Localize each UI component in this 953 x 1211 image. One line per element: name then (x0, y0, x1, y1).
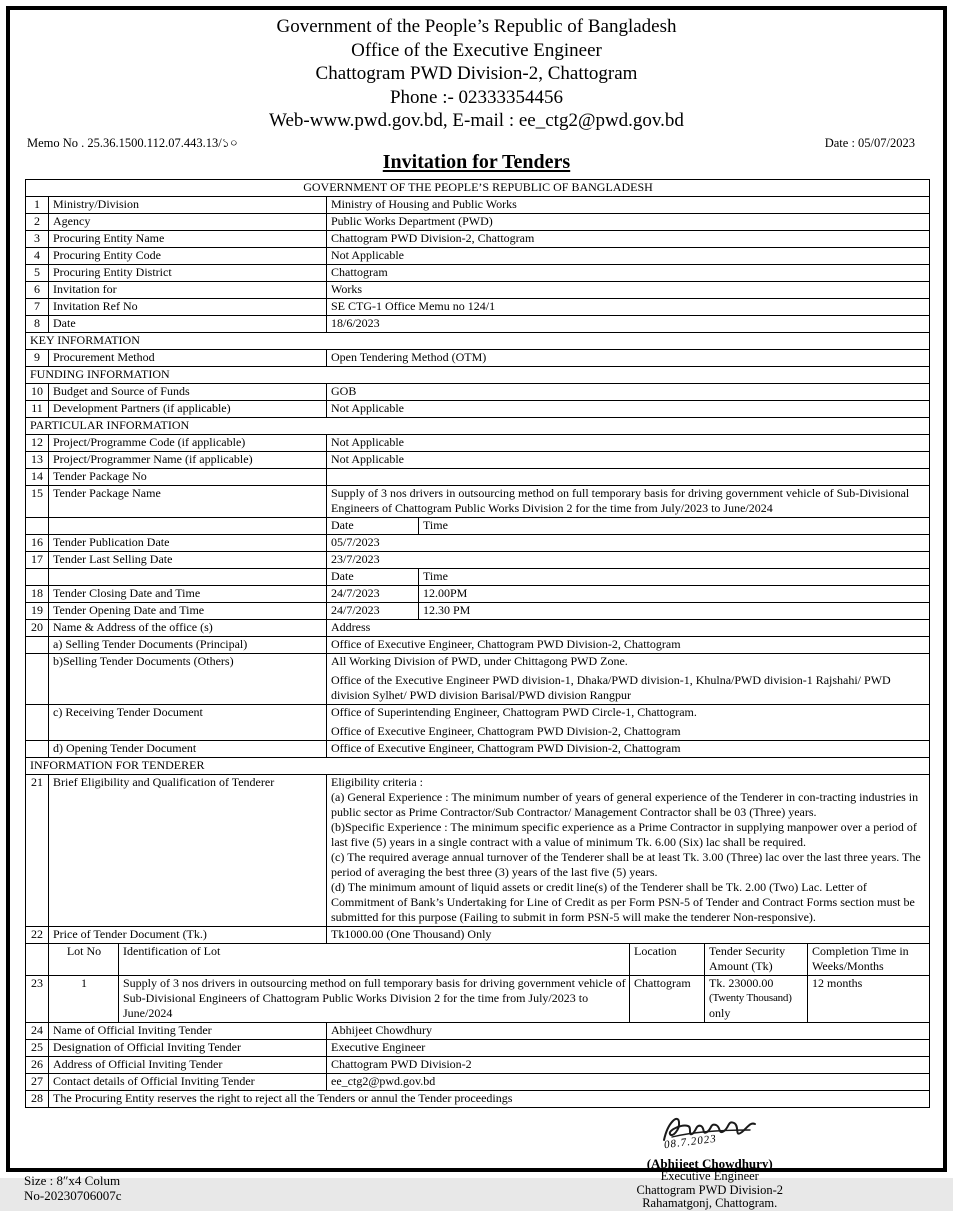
section-label: PARTICULAR INFORMATION (30, 417, 190, 432)
row-invitation-for (26, 281, 929, 298)
time-column-header: Time (418, 569, 929, 585)
row-label: Agency (48, 214, 326, 230)
lot-header-row (26, 943, 929, 975)
lot-completion-value: 12 months (807, 976, 929, 1022)
row-no: 27 (31, 1073, 43, 1088)
row-no: 10 (31, 383, 43, 398)
row-label: Budget and Source of Funds (48, 384, 326, 400)
row-inviting-official-designation (26, 1039, 929, 1056)
row-value: Office of Executive Engineer, Chattogram PWD Division-2, Chattogram (326, 741, 929, 757)
row-value: 05/7/2023 (326, 535, 929, 551)
row-no: 11 (31, 400, 43, 415)
row-label: Development Partners (if applicable) (48, 401, 326, 417)
row-value: Tk1000.00 (One Thousand) Only (326, 927, 929, 943)
row-no: 15 (31, 485, 43, 500)
row-label: Procuring Entity District (48, 265, 326, 281)
print-size: Size : 8″x4 Colum (24, 1172, 121, 1188)
address-line: All Working Division of PWD, under Chittagong PWD Zone. (331, 653, 628, 668)
row-no (26, 741, 48, 757)
row-value: Works (326, 282, 929, 298)
row-project-code (26, 434, 929, 451)
row-label: Project/Programme Code (if applicable) (48, 435, 326, 451)
row-no (26, 518, 48, 534)
row-label: Name & Address of the office (s) (48, 620, 326, 636)
lot-identification-value: Supply of 3 nos drivers in outsourcing method on full temporary basis for driving government vehicle of Sub-Divisional Engineers of Chattogram Public Works Division 2 for the time from July/2023 to June/2024 (118, 976, 629, 1022)
date-time-header-row (26, 568, 929, 585)
print-info (24, 1173, 122, 1203)
lot-completion-header: Completion Time in Weeks/Months (807, 944, 929, 975)
row-label: Contact details of Official Inviting Tender (48, 1074, 326, 1090)
section-funding-information (26, 366, 929, 383)
row-no: 3 (34, 230, 40, 245)
lot-security-value (704, 976, 807, 1022)
row-label: Designation of Official Inviting Tender (48, 1040, 326, 1056)
row-value: 18/6/2023 (326, 316, 929, 332)
date-column-header: Date (326, 518, 418, 534)
row-no: 5 (34, 264, 40, 279)
row-label: Price of Tender Document (Tk.) (48, 927, 326, 943)
row-label: Procuring Entity Code (48, 248, 326, 264)
section-particular-information (26, 417, 929, 434)
eligibility-clause-c: (c) The required average annual turnover of the Tenderer shall be at least Tk. 3.00 (Three) lac over the last three years. The period of averaging the best three (3) years of the last five (5) years. (331, 849, 921, 879)
row-value (326, 775, 929, 926)
row-label (48, 569, 326, 585)
row-inviting-official-name (26, 1022, 929, 1039)
section-information-for-tenderer (26, 757, 929, 774)
row-invitation-ref-no (26, 298, 929, 315)
signatory-office: Chattogram PWD Division-2 (636, 1182, 783, 1197)
row-no: 4 (34, 247, 40, 262)
closing-time: 12.00PM (418, 586, 929, 602)
eligibility-clause-b: (b)Specific Experience : The minimum specific experience as a Prime Contractor in supplying manpower over a period of last five (5) years in a single contract with a value of minimum Tk. 6.00 (Six) lac shall be required. (331, 819, 917, 849)
letterhead-office-line: Office of the Executive Engineer (351, 39, 602, 61)
row-no: 7 (34, 298, 40, 313)
row-value (326, 654, 929, 704)
row-value (326, 705, 929, 740)
row-value: Public Works Department (PWD) (326, 214, 929, 230)
row-agency (26, 213, 929, 230)
tender-table (25, 179, 930, 1108)
closing-date: 24/7/2023 (326, 586, 418, 602)
date-column-header: Date (326, 569, 418, 585)
row-label: Name of Official Inviting Tender (48, 1023, 326, 1039)
row-value: Open Tendering Method (OTM) (326, 350, 929, 366)
security-amount-words: (Twenty Thousand) (709, 991, 792, 1004)
lot-location-value: Chattogram (629, 976, 704, 1022)
row-value: Executive Engineer (326, 1040, 929, 1056)
table-caption-row (26, 180, 929, 196)
row-label: Tender Publication Date (48, 535, 326, 551)
row-no: 12 (31, 434, 43, 449)
letterhead-government-line: Government of the People’s Republic of Bangladesh (276, 16, 677, 37)
row-value: ee_ctg2@pwd.gov.bd (326, 1074, 929, 1090)
row-value: Chattogram (326, 265, 929, 281)
row-office-name-address (26, 619, 929, 636)
row-label: Address of Official Inviting Tender (48, 1057, 326, 1073)
row-value: Abhijeet Chowdhury (326, 1023, 929, 1039)
below-table-area (10, 1108, 943, 1211)
row-no (26, 654, 48, 704)
row-date (26, 315, 929, 332)
row-development-partners (26, 400, 929, 417)
row-no: 23 (31, 975, 43, 990)
row-label: b)Selling Tender Documents (Others) (48, 654, 326, 704)
row-label: Ministry/Division (48, 197, 326, 213)
row-no: 14 (31, 468, 43, 483)
row-label: Tender Last Selling Date (48, 552, 326, 568)
row-no: 21 (31, 774, 43, 789)
document-date: Date : 05/07/2023 (824, 135, 915, 150)
row-label (48, 518, 326, 534)
row-procuring-entity-code (26, 247, 929, 264)
row-no: 19 (31, 602, 43, 617)
eligibility-clause-a: (a) General Experience : The minimum number of years of general experience of the Tenderer in con-tracting industries in public sector as Prime Contractor/Sub Contractor/ Management Contractor shall be 03 (Three) years. (331, 789, 919, 819)
table-caption: GOVERNMENT OF THE PEOPLE’S REPUBLIC OF BANGLADESH (303, 179, 653, 194)
section-label: FUNDING INFORMATION (30, 366, 170, 381)
section-label: INFORMATION FOR TENDERER (30, 757, 205, 772)
row-no: 28 (31, 1090, 43, 1105)
row-tender-publication-date (26, 534, 929, 551)
row-value (326, 469, 929, 485)
row-no: 20 (31, 619, 43, 634)
row-receiving-document (26, 704, 929, 740)
row-value: Supply of 3 nos drivers in outsourcing method on full temporary basis for driving government vehicle of Sub-Divisional Engineers of Chattogram Public Works Division 2 for the time from July/2023 to June/2024 (326, 486, 929, 517)
letterhead-web-email-line: Web-www.pwd.gov.bd, E-mail : ee_ctg2@pwd.gov.bd (269, 110, 684, 131)
row-project-name (26, 451, 929, 468)
row-label: Invitation Ref No (48, 299, 326, 315)
row-no: 13 (31, 451, 43, 466)
row-value: Not Applicable (326, 452, 929, 468)
row-label: Tender Opening Date and Time (48, 603, 326, 619)
row-value: Chattogram PWD Division-2, Chattogram (326, 231, 929, 247)
row-value: Not Applicable (326, 248, 929, 264)
row-label: Tender Package No (48, 469, 326, 485)
letterhead-division-line: Chattogram PWD Division-2, Chattogram (315, 63, 638, 84)
row-reserve-right (26, 1090, 929, 1107)
row-no: 17 (31, 551, 43, 566)
security-amount: Tk. 23000.00 (709, 975, 774, 990)
time-column-header: Time (418, 518, 929, 534)
row-tender-opening (26, 602, 929, 619)
row-no: 1 (34, 196, 40, 211)
row-label: Brief Eligibility and Qualification of Tenderer (48, 775, 326, 926)
row-label: d) Opening Tender Document (48, 741, 326, 757)
row-value: GOB (326, 384, 929, 400)
row-budget-source (26, 383, 929, 400)
row-label: Project/Programmer Name (if applicable) (48, 452, 326, 468)
opening-date: 24/7/2023 (326, 603, 418, 619)
row-no (26, 569, 48, 585)
row-tender-package-no (26, 468, 929, 485)
row-value: Address (326, 620, 929, 636)
row-no: 16 (31, 534, 43, 549)
lot-identification-header: Identification of Lot (118, 944, 629, 975)
row-ministry-division (26, 196, 929, 213)
row-no (26, 944, 48, 975)
letterhead (10, 10, 943, 133)
signatory-place: Rahamatgonj, Chattogram. (642, 1196, 778, 1210)
row-tender-last-selling-date (26, 551, 929, 568)
row-selling-others (26, 653, 929, 704)
row-label: Tender Closing Date and Time (48, 586, 326, 602)
row-no: 25 (31, 1039, 43, 1054)
row-procurement-method (26, 349, 929, 366)
address-line: Office of Superintending Engineer, Chattogram PWD Circle-1, Chattogram. (331, 704, 697, 719)
letterhead-phone-line: Phone :- 02333354456 (389, 86, 564, 108)
row-value: Chattogram PWD Division-2 (326, 1057, 929, 1073)
memo-number: Memo No . 25.36.1500.112.07.443.13/১০ (27, 135, 238, 150)
row-label: Procuring Entity Name (48, 231, 326, 247)
row-no: 9 (34, 349, 40, 364)
row-eligibility (26, 774, 929, 926)
date-time-header-row (26, 517, 929, 534)
row-no: 24 (31, 1022, 43, 1037)
row-no: 22 (31, 926, 43, 941)
row-label: Tender Package Name (48, 486, 326, 517)
row-label: c) Receiving Tender Document (48, 705, 326, 740)
row-selling-principal (26, 636, 929, 653)
row-no: 6 (34, 281, 40, 296)
section-key-information (26, 332, 929, 349)
opening-time: 12.30 PM (418, 603, 929, 619)
print-number: No-20230706007c (24, 1187, 122, 1203)
row-procuring-entity-name (26, 230, 929, 247)
eligibility-clause-d: (d) The minimum amount of liquid assets or credit line(s) of the Tenderer shall be Tk. 2.00 (Two) Lac. Letter of Commitment of Bank’s Undertaking for Line of Credit as per Form PSN-5 of Tender and Contract Forms section must be submitted for this purpose (Failing to submit in form PSN-5 will make the tenderer Non-responsive). (331, 879, 915, 924)
address-line: Office of Executive Engineer, Chattogram PWD Division-2, Chattogram (331, 723, 681, 738)
row-no (26, 705, 48, 740)
row-label: Invitation for (48, 282, 326, 298)
signatory-name: (Abhijeet Chowdhury) (646, 1155, 773, 1171)
page-title: Invitation for Tenders (382, 150, 571, 173)
row-opening-document (26, 740, 929, 757)
row-tender-package-name (26, 485, 929, 517)
lot-security-header: Tender Security Amount (Tk) (704, 944, 807, 975)
row-label: Procurement Method (48, 350, 326, 366)
row-value: The Procuring Entity reserves the right to reject all the Tenders or annul the Tender proceedings (48, 1091, 929, 1107)
address-line: Office of the Executive Engineer PWD division-1, Dhaka/PWD division-1, Khulna/PWD division-1 Rajshahi/ PWD division Sylhet/ PWD division Barisal/PWD division Rangpur (331, 672, 891, 702)
section-label: KEY INFORMATION (30, 332, 140, 347)
signatory-designation: Executive Engineer (660, 1169, 759, 1183)
lot-row (26, 975, 929, 1022)
row-value: Ministry of Housing and Public Works (326, 197, 929, 213)
row-label: a) Selling Tender Documents (Principal) (48, 637, 326, 653)
row-no: 18 (31, 585, 43, 600)
lot-no-value: 1 (48, 976, 118, 1022)
signature-date: 08.7.2023 (663, 1132, 718, 1151)
memo-date-row (10, 133, 943, 150)
row-no: 26 (31, 1056, 43, 1071)
row-no (26, 637, 48, 653)
handwritten-signature (650, 1110, 770, 1156)
row-inviting-official-address (26, 1056, 929, 1073)
row-label: Date (48, 316, 326, 332)
page-border-frame (6, 6, 947, 1210)
row-value: Office of Executive Engineer, Chattogram PWD Division-2, Chattogram (326, 637, 929, 653)
eligibility-intro: Eligibility criteria : (331, 774, 423, 789)
security-amount-only: only (709, 1005, 731, 1020)
row-no: 2 (34, 213, 40, 228)
lot-no-header: Lot No (48, 944, 118, 975)
row-value: Not Applicable (326, 401, 929, 417)
row-tender-closing (26, 585, 929, 602)
row-value: Not Applicable (326, 435, 929, 451)
row-value: 23/7/2023 (326, 552, 929, 568)
signature-block (636, 1110, 783, 1211)
row-value: SE CTG-1 Office Memu no 124/1 (326, 299, 929, 315)
row-inviting-official-contact (26, 1073, 929, 1090)
row-procuring-entity-district (26, 264, 929, 281)
lot-location-header: Location (629, 944, 704, 975)
row-document-price (26, 926, 929, 943)
row-no: 8 (34, 315, 40, 330)
